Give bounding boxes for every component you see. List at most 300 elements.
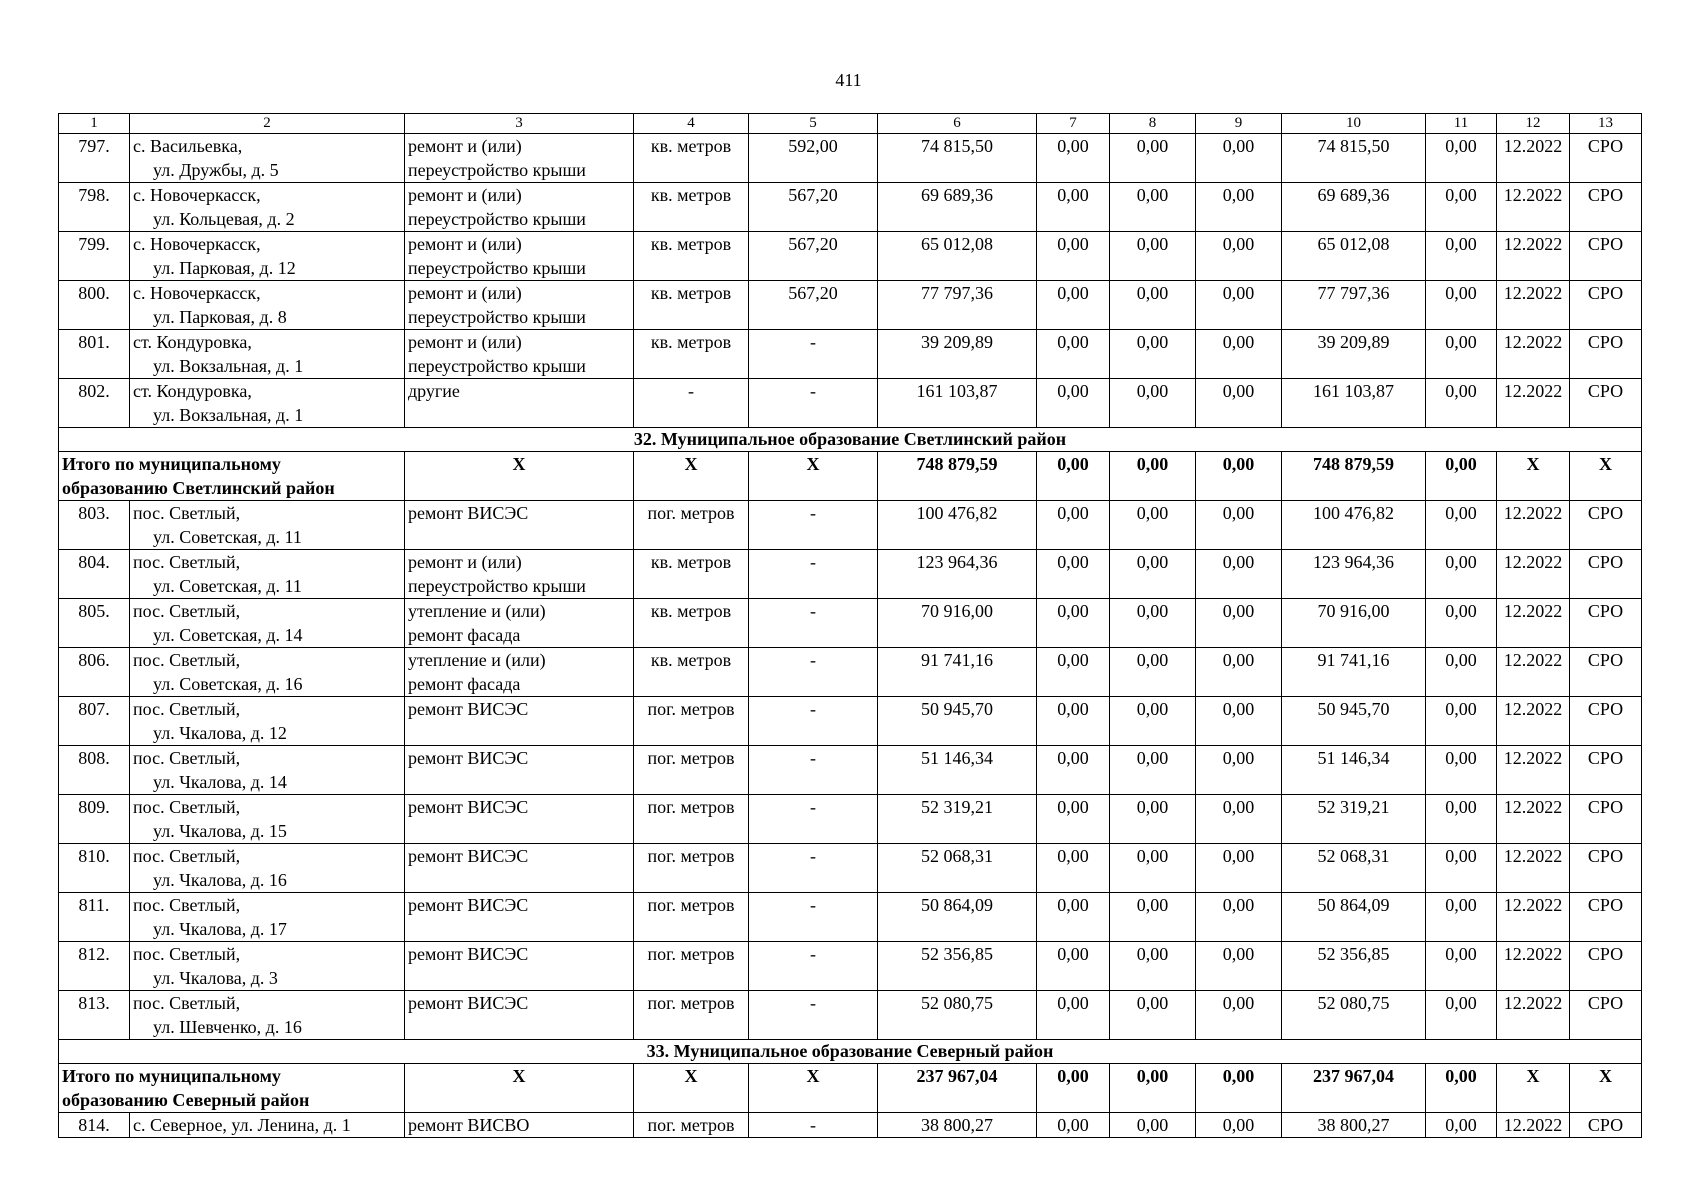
row-number: 804.: [59, 550, 130, 599]
deadline-cell: 12.2022: [1497, 795, 1570, 844]
column-number: 6: [878, 114, 1037, 134]
table-row: [59, 942, 1642, 991]
total-cell: 0,00: [1037, 452, 1110, 501]
deadline-cell: 12.2022: [1497, 330, 1570, 379]
cost-fund-cell: 52 068,31: [1282, 844, 1426, 893]
unit-cell: кв. метров: [634, 232, 749, 281]
value-cell: 0,00: [1037, 134, 1110, 183]
value-cell: 0,00: [1110, 232, 1196, 281]
address-line: ул. Чкалова, д. 17: [153, 919, 287, 939]
deadline-cell: 12.2022: [1497, 501, 1570, 550]
value-cell: 0,00: [1196, 1113, 1282, 1138]
total-cell: 0,00: [1196, 452, 1282, 501]
address-line: пос. Светлый,: [133, 503, 241, 523]
total-cell: X: [634, 452, 749, 501]
deadline-cell: 12.2022: [1497, 1113, 1570, 1138]
cost-total-cell: 161 103,87: [878, 379, 1037, 428]
executor-cell: СРО: [1570, 134, 1642, 183]
address-line: с. Новочеркасск,: [133, 283, 261, 303]
cost-total-cell: 100 476,82: [878, 501, 1037, 550]
value-cell: 0,00: [1037, 330, 1110, 379]
cost-fund-cell: 77 797,36: [1282, 281, 1426, 330]
work-type-line: ремонт ВИСЭС: [408, 993, 529, 1013]
total-fund-cell: 748 879,59: [1282, 452, 1426, 501]
column-number: 9: [1196, 114, 1282, 134]
value-cell: 0,00: [1037, 648, 1110, 697]
value-cell: 0,00: [1037, 795, 1110, 844]
unit-cell: пог. метров: [634, 1113, 749, 1138]
value-cell: 0,00: [1110, 134, 1196, 183]
unit-cell: кв. метров: [634, 183, 749, 232]
cost-fund-cell: 50 864,09: [1282, 893, 1426, 942]
table-row: [59, 746, 1642, 795]
executor-cell: СРО: [1570, 942, 1642, 991]
total-cell: X: [749, 452, 878, 501]
total-cell: X: [1570, 1064, 1642, 1113]
unit-cell: пог. метров: [634, 991, 749, 1040]
address-line: пос. Светлый,: [133, 552, 241, 572]
value-cell: 0,00: [1196, 893, 1282, 942]
executor-cell: СРО: [1570, 893, 1642, 942]
address-line: с. Новочеркасск,: [133, 234, 261, 254]
address-line: ул. Чкалова, д. 12: [153, 723, 287, 743]
address-line: пос. Светлый,: [133, 846, 241, 866]
value-cell: 0,00: [1110, 599, 1196, 648]
address-line: ул. Парковая, д. 8: [153, 307, 287, 327]
value-cell: 0,00: [1196, 183, 1282, 232]
value-cell: 0,00: [1110, 281, 1196, 330]
value-cell: 0,00: [1426, 844, 1497, 893]
cost-total-cell: 52 319,21: [878, 795, 1037, 844]
deadline-cell: 12.2022: [1497, 893, 1570, 942]
deadline-cell: 12.2022: [1497, 746, 1570, 795]
volume-cell: -: [749, 379, 878, 428]
cost-fund-cell: 65 012,08: [1282, 232, 1426, 281]
address-line: ул. Дружбы, д. 5: [153, 160, 279, 180]
section-title: 32. Муниципальное образование Светлинский район: [59, 428, 1642, 452]
section-title: 33. Муниципальное образование Северный район: [59, 1040, 1642, 1064]
total-cost-cell: 748 879,59: [878, 452, 1037, 501]
table-row: [59, 379, 1642, 428]
cost-total-cell: 50 945,70: [878, 697, 1037, 746]
volume-cell: -: [749, 795, 878, 844]
work-type-line: переустройство крыши: [408, 258, 586, 278]
value-cell: 0,00: [1110, 844, 1196, 893]
address-line: пос. Светлый,: [133, 797, 241, 817]
value-cell: 0,00: [1037, 991, 1110, 1040]
work-type-line: переустройство крыши: [408, 160, 586, 180]
value-cell: 0,00: [1426, 991, 1497, 1040]
work-type-line: переустройство крыши: [408, 307, 586, 327]
table-row: [59, 991, 1642, 1040]
volume-cell: -: [749, 648, 878, 697]
capital-repair-table: [58, 113, 1642, 1138]
address-line: ул. Чкалова, д. 15: [153, 821, 287, 841]
cost-total-cell: 51 146,34: [878, 746, 1037, 795]
value-cell: 0,00: [1037, 232, 1110, 281]
column-number: 5: [749, 114, 878, 134]
volume-cell: -: [749, 844, 878, 893]
volume-cell: 567,20: [749, 281, 878, 330]
volume-cell: -: [749, 942, 878, 991]
executor-cell: СРО: [1570, 648, 1642, 697]
work-type-line: ремонт ВИСЭС: [408, 503, 529, 523]
work-type-line: ремонт ВИСВО: [405, 1113, 634, 1138]
value-cell: 0,00: [1037, 844, 1110, 893]
total-cell: X: [405, 452, 634, 501]
volume-cell: -: [749, 1113, 878, 1138]
value-cell: 0,00: [1426, 501, 1497, 550]
unit-cell: пог. метров: [634, 795, 749, 844]
address-line: ул. Вокзальная, д. 1: [153, 405, 304, 425]
address-line: ст. Кондуровка,: [133, 332, 252, 352]
cost-total-cell: 69 689,36: [878, 183, 1037, 232]
address-line: с. Новочеркасск,: [133, 185, 261, 205]
value-cell: 0,00: [1110, 550, 1196, 599]
deadline-cell: 12.2022: [1497, 942, 1570, 991]
unit-cell: кв. метров: [634, 281, 749, 330]
value-cell: 0,00: [1196, 281, 1282, 330]
unit-cell: пог. метров: [634, 844, 749, 893]
work-type-line: утепление и (или): [408, 601, 546, 621]
total-cell: X: [749, 1064, 878, 1113]
table-row: [59, 134, 1642, 183]
row-number: 810.: [59, 844, 130, 893]
value-cell: 0,00: [1426, 379, 1497, 428]
address-line: ст. Кондуровка,: [133, 381, 252, 401]
row-number: 814.: [59, 1113, 130, 1138]
value-cell: 0,00: [1037, 746, 1110, 795]
value-cell: 0,00: [1426, 893, 1497, 942]
table-row: [59, 281, 1642, 330]
value-cell: 0,00: [1110, 795, 1196, 844]
column-number: 2: [130, 114, 405, 134]
value-cell: 0,00: [1196, 697, 1282, 746]
volume-cell: -: [749, 697, 878, 746]
executor-cell: СРО: [1570, 697, 1642, 746]
value-cell: 0,00: [1037, 379, 1110, 428]
value-cell: 0,00: [1037, 550, 1110, 599]
value-cell: 0,00: [1426, 746, 1497, 795]
value-cell: 0,00: [1426, 232, 1497, 281]
address-line: пос. Светлый,: [133, 650, 241, 670]
value-cell: 0,00: [1196, 379, 1282, 428]
value-cell: 0,00: [1196, 501, 1282, 550]
deadline-cell: 12.2022: [1497, 991, 1570, 1040]
volume-cell: 567,20: [749, 183, 878, 232]
value-cell: 0,00: [1426, 599, 1497, 648]
total-cell: X: [405, 1064, 634, 1113]
work-type-line: ремонт и (или): [408, 552, 522, 572]
total-label: Итого по муниципальному: [62, 1066, 281, 1086]
row-number: 811.: [59, 893, 130, 942]
deadline-cell: 12.2022: [1497, 697, 1570, 746]
executor-cell: СРО: [1570, 183, 1642, 232]
address-line: пос. Светлый,: [133, 601, 241, 621]
work-type-line: ремонт ВИСЭС: [408, 846, 529, 866]
cost-fund-cell: 74 815,50: [1282, 134, 1426, 183]
deadline-cell: 12.2022: [1497, 648, 1570, 697]
work-type-line: ремонт ВИСЭС: [408, 748, 529, 768]
cost-fund-cell: 100 476,82: [1282, 501, 1426, 550]
cost-fund-cell: 161 103,87: [1282, 379, 1426, 428]
row-number: 802.: [59, 379, 130, 428]
address-line: пос. Светлый,: [133, 993, 241, 1013]
value-cell: 0,00: [1426, 795, 1497, 844]
column-number: 1: [59, 114, 130, 134]
unit-cell: кв. метров: [634, 550, 749, 599]
value-cell: 0,00: [1196, 942, 1282, 991]
cost-fund-cell: 69 689,36: [1282, 183, 1426, 232]
value-cell: 0,00: [1196, 599, 1282, 648]
value-cell: 0,00: [1426, 697, 1497, 746]
work-type-line: ремонт и (или): [408, 185, 522, 205]
deadline-cell: 12.2022: [1497, 232, 1570, 281]
row-number: 809.: [59, 795, 130, 844]
cost-fund-cell: 52 319,21: [1282, 795, 1426, 844]
deadline-cell: 12.2022: [1497, 550, 1570, 599]
work-type-line: другие: [408, 381, 460, 401]
row-number: 807.: [59, 697, 130, 746]
unit-cell: пог. метров: [634, 697, 749, 746]
unit-cell: пог. метров: [634, 893, 749, 942]
value-cell: 0,00: [1110, 379, 1196, 428]
volume-cell: -: [749, 893, 878, 942]
total-label: Итого по муниципальному: [62, 454, 281, 474]
deadline-cell: 12.2022: [1497, 281, 1570, 330]
deadline-cell: 12.2022: [1497, 134, 1570, 183]
value-cell: 0,00: [1037, 183, 1110, 232]
value-cell: 0,00: [1196, 746, 1282, 795]
cost-fund-cell: 70 916,00: [1282, 599, 1426, 648]
address-line: ул. Советская, д. 14: [153, 625, 303, 645]
address-line: ул. Кольцевая, д. 2: [153, 209, 295, 229]
column-number: 10: [1282, 114, 1426, 134]
row-number: 808.: [59, 746, 130, 795]
volume-cell: -: [749, 550, 878, 599]
table-row: [59, 893, 1642, 942]
cost-total-cell: 91 741,16: [878, 648, 1037, 697]
value-cell: 0,00: [1110, 746, 1196, 795]
value-cell: 0,00: [1196, 648, 1282, 697]
unit-cell: пог. метров: [634, 942, 749, 991]
row-number: 813.: [59, 991, 130, 1040]
work-type-line: ремонт и (или): [408, 234, 522, 254]
cost-total-cell: 38 800,27: [878, 1113, 1037, 1138]
value-cell: 0,00: [1110, 697, 1196, 746]
value-cell: 0,00: [1037, 1113, 1110, 1138]
column-number: 12: [1497, 114, 1570, 134]
value-cell: 0,00: [1196, 330, 1282, 379]
value-cell: 0,00: [1037, 942, 1110, 991]
table-row: [59, 697, 1642, 746]
address-line: пос. Светлый,: [133, 699, 241, 719]
value-cell: 0,00: [1110, 183, 1196, 232]
value-cell: 0,00: [1426, 183, 1497, 232]
address-line: с. Васильевка,: [133, 136, 243, 156]
executor-cell: СРО: [1570, 501, 1642, 550]
table-row: [59, 501, 1642, 550]
address-line: ул. Чкалова, д. 3: [153, 968, 278, 988]
value-cell: 0,00: [1426, 330, 1497, 379]
cost-fund-cell: 38 800,27: [1282, 1113, 1426, 1138]
work-type-line: ремонт и (или): [408, 136, 522, 156]
table-row: [59, 795, 1642, 844]
value-cell: 0,00: [1110, 942, 1196, 991]
table-row: [59, 844, 1642, 893]
executor-cell: СРО: [1570, 746, 1642, 795]
cost-total-cell: 65 012,08: [878, 232, 1037, 281]
volume-cell: 567,20: [749, 232, 878, 281]
address-line: ул. Вокзальная, д. 1: [153, 356, 304, 376]
row-number: 805.: [59, 599, 130, 648]
total-cell: 0,00: [1110, 1064, 1196, 1113]
value-cell: 0,00: [1426, 942, 1497, 991]
cost-total-cell: 123 964,36: [878, 550, 1037, 599]
deadline-cell: 12.2022: [1497, 844, 1570, 893]
value-cell: 0,00: [1037, 599, 1110, 648]
address-line: пос. Светлый,: [133, 944, 241, 964]
total-row: [59, 1064, 1642, 1113]
unit-cell: -: [634, 379, 749, 428]
volume-cell: -: [749, 746, 878, 795]
row-number: 801.: [59, 330, 130, 379]
total-cell: 0,00: [1426, 1064, 1497, 1113]
value-cell: 0,00: [1196, 550, 1282, 599]
cost-fund-cell: 123 964,36: [1282, 550, 1426, 599]
value-cell: 0,00: [1426, 134, 1497, 183]
value-cell: 0,00: [1110, 648, 1196, 697]
unit-cell: кв. метров: [634, 599, 749, 648]
executor-cell: СРО: [1570, 1113, 1642, 1138]
total-cell: X: [1570, 452, 1642, 501]
total-label: образованию Светлинский район: [62, 478, 335, 498]
column-number: 3: [405, 114, 634, 134]
unit-cell: кв. метров: [634, 648, 749, 697]
table-row: [59, 1113, 1642, 1138]
value-cell: 0,00: [1196, 991, 1282, 1040]
value-cell: 0,00: [1037, 697, 1110, 746]
address-line: ул. Советская, д. 11: [153, 527, 302, 547]
total-cell: X: [1497, 452, 1570, 501]
total-cell: X: [634, 1064, 749, 1113]
work-type-line: ремонт ВИСЭС: [408, 944, 529, 964]
table-row: [59, 550, 1642, 599]
value-cell: 0,00: [1110, 330, 1196, 379]
page-number: 411: [835, 70, 862, 90]
row-number: 800.: [59, 281, 130, 330]
value-cell: 0,00: [1110, 893, 1196, 942]
cost-fund-cell: 50 945,70: [1282, 697, 1426, 746]
total-cell: 0,00: [1037, 1064, 1110, 1113]
column-number: 8: [1110, 114, 1196, 134]
value-cell: 0,00: [1196, 134, 1282, 183]
address-line: с. Северное, ул. Ленина, д. 1: [130, 1113, 405, 1138]
row-number: 812.: [59, 942, 130, 991]
row-number: 798.: [59, 183, 130, 232]
cost-total-cell: 74 815,50: [878, 134, 1037, 183]
value-cell: 0,00: [1426, 281, 1497, 330]
executor-cell: СРО: [1570, 550, 1642, 599]
work-type-line: переустройство крыши: [408, 356, 586, 376]
unit-cell: кв. метров: [634, 330, 749, 379]
address-line: пос. Светлый,: [133, 748, 241, 768]
column-number: 11: [1426, 114, 1497, 134]
row-number: 803.: [59, 501, 130, 550]
cost-total-cell: 52 080,75: [878, 991, 1037, 1040]
cost-total-cell: 50 864,09: [878, 893, 1037, 942]
work-type-line: ремонт фасада: [408, 625, 521, 645]
address-line: ул. Советская, д. 11: [153, 576, 302, 596]
column-number: 4: [634, 114, 749, 134]
executor-cell: СРО: [1570, 795, 1642, 844]
volume-cell: 592,00: [749, 134, 878, 183]
value-cell: 0,00: [1037, 893, 1110, 942]
cost-total-cell: 70 916,00: [878, 599, 1037, 648]
value-cell: 0,00: [1426, 648, 1497, 697]
value-cell: 0,00: [1196, 232, 1282, 281]
value-cell: 0,00: [1196, 795, 1282, 844]
value-cell: 0,00: [1037, 501, 1110, 550]
value-cell: 0,00: [1426, 550, 1497, 599]
total-cell: X: [1497, 1064, 1570, 1113]
column-number: 7: [1037, 114, 1110, 134]
executor-cell: СРО: [1570, 281, 1642, 330]
row-number: 799.: [59, 232, 130, 281]
volume-cell: -: [749, 599, 878, 648]
total-cell: 0,00: [1196, 1064, 1282, 1113]
cost-total-cell: 39 209,89: [878, 330, 1037, 379]
value-cell: 0,00: [1110, 1113, 1196, 1138]
table-row: [59, 599, 1642, 648]
cost-total-cell: 52 356,85: [878, 942, 1037, 991]
section-heading-row: [59, 1040, 1642, 1064]
address-line: пос. Светлый,: [133, 895, 241, 915]
table-row: [59, 232, 1642, 281]
section-heading-row: [59, 428, 1642, 452]
deadline-cell: 12.2022: [1497, 379, 1570, 428]
value-cell: 0,00: [1037, 281, 1110, 330]
work-type-line: ремонт ВИСЭС: [408, 797, 529, 817]
cost-total-cell: 77 797,36: [878, 281, 1037, 330]
executor-cell: СРО: [1570, 991, 1642, 1040]
value-cell: 0,00: [1110, 991, 1196, 1040]
work-type-line: утепление и (или): [408, 650, 546, 670]
value-cell: 0,00: [1110, 501, 1196, 550]
address-line: ул. Чкалова, д. 16: [153, 870, 287, 890]
work-type-line: переустройство крыши: [408, 576, 586, 596]
work-type-line: ремонт фасада: [408, 674, 521, 694]
volume-cell: -: [749, 991, 878, 1040]
executor-cell: СРО: [1570, 379, 1642, 428]
work-type-line: ремонт ВИСЭС: [408, 895, 529, 915]
cost-total-cell: 52 068,31: [878, 844, 1037, 893]
unit-cell: пог. метров: [634, 501, 749, 550]
value-cell: 0,00: [1426, 1113, 1497, 1138]
executor-cell: СРО: [1570, 599, 1642, 648]
address-line: ул. Советская, д. 16: [153, 674, 303, 694]
deadline-cell: 12.2022: [1497, 183, 1570, 232]
total-cell: 0,00: [1110, 452, 1196, 501]
total-cell: 0,00: [1426, 452, 1497, 501]
executor-cell: СРО: [1570, 844, 1642, 893]
cost-fund-cell: 52 356,85: [1282, 942, 1426, 991]
column-number-row: [59, 114, 1642, 134]
table-row: [59, 648, 1642, 697]
column-number: 13: [1570, 114, 1642, 134]
total-cost-cell: 237 967,04: [878, 1064, 1037, 1113]
table-row: [59, 183, 1642, 232]
